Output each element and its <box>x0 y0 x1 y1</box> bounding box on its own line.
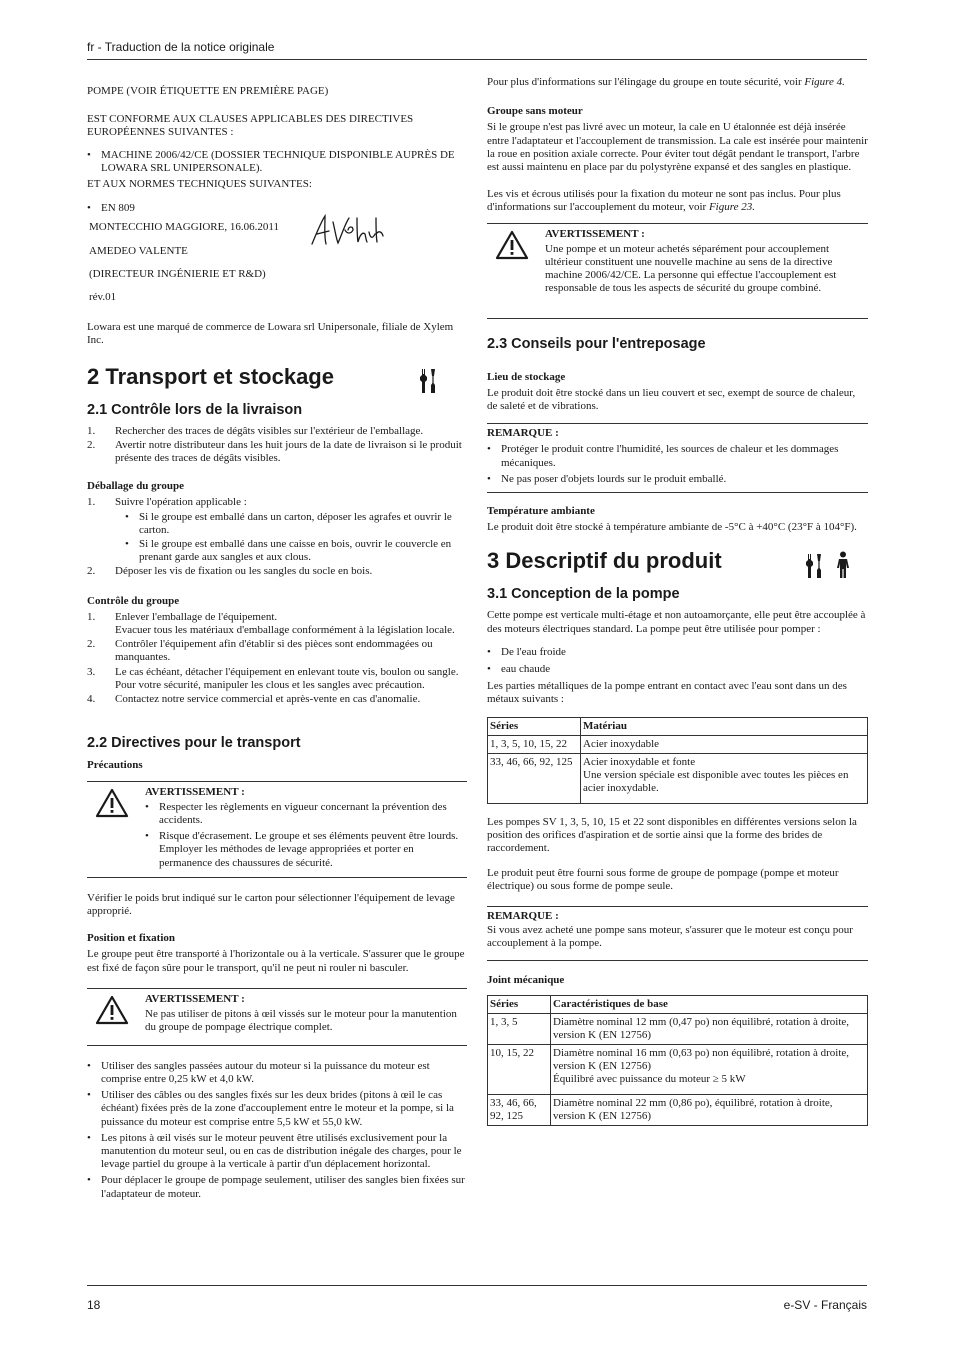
list-item <box>87 638 467 664</box>
seal-title: Joint mécanique <box>487 974 565 987</box>
table-header: Séries <box>488 717 581 735</box>
warning-triangle-icon <box>95 995 129 1025</box>
position-text: Le groupe peut être transporté à l'horizontale ou à la verticale. S'assurer que le groupe est fixé de façon sûre pour le transport, qu'il ne peut ni rouler ni basculer. <box>87 948 465 974</box>
table-cell: 33, 46, 66, 92, 125 <box>488 1094 551 1125</box>
warning-bullet: • Risque d'écrasement. Le groupe et ses éléments peuvent être lourds. Employer les méthodes de levage appropriées et porter en permanence des chaussures de sécurité. <box>145 830 467 870</box>
signature <box>309 214 385 246</box>
table-cell <box>581 753 868 803</box>
warning-bullet: • Respecter les règlements en vigueur concernant la prévention des accidents. <box>145 801 467 827</box>
table-row <box>488 1094 868 1125</box>
note-box <box>487 906 868 951</box>
sub-bullet: • Si le groupe est emballé dans une caisse en bois, ouvrir le couvercle en prenant garde aux sangles et aux clous. <box>87 538 467 564</box>
wrench-screwdriver-icon <box>805 553 823 579</box>
sling-text <box>487 76 868 89</box>
revision: rév.01 <box>89 291 117 304</box>
right-column <box>487 76 868 1126</box>
sling-text-body: Pour plus d'informations sur l'élingage du groupe en toute sécurité, voir <box>487 76 802 88</box>
list-number: 1. <box>87 610 96 623</box>
section-3-title <box>487 548 868 574</box>
note-box <box>487 423 868 486</box>
storage-location-title: Lieu de stockage <box>487 370 566 383</box>
bullet-item: • Utiliser des câbles ou des sangles fixés sur les deux brides (pitons à œil le cas échéant) fixées près de la zone d'accouplement entre le moteur et la pompe, si la puissance du moteur est comprise entre 5,5 kW et 55,0 kW. <box>87 1089 467 1129</box>
header-rule <box>87 59 867 60</box>
supply-text: Le produit peut être fourni sous forme de groupe de pompage (pompe et moteur électrique) ou sous forme de pompe seule. <box>487 867 839 893</box>
decl-bullet: • MACHINE 2006/42/CE (DOSSIER TECHNIQUE DISPONIBLE AUPRÈS DE LOWARA SRL UNIPERSONALE). <box>87 149 467 175</box>
list-item <box>87 666 467 692</box>
cell-line: Une version spéciale est disponible avec toutes les pièces en acier inoxydable. <box>583 768 849 794</box>
table-header: Matériau <box>581 717 868 735</box>
temperature-text: Le produit doit être stocké à température ambiante de -5°C à +40°C (23°F à 104°F). <box>487 521 857 534</box>
unpack-title: Déballage du groupe <box>87 480 184 493</box>
table-row <box>488 753 868 803</box>
table-header: Caractéristiques de base <box>551 995 868 1013</box>
check-title: Contrôle du groupe <box>87 594 180 607</box>
note-text: Si vous avez acheté une pompe sans moteur, s'assurer que le moteur est conçu pour accouplement à la pompe. <box>487 923 853 950</box>
screws-text-body: Les vis et écrous utilisés pour la fixation du moteur ne sont pas inclus. Pour plus d'informations sur l'accouplement du moteur, voir <box>487 188 841 214</box>
warning-title: AVERTISSEMENT : <box>145 785 245 798</box>
warning-triangle-icon <box>495 230 529 260</box>
storage-location-text: Le produit doit être stocké dans un lieu couvert et sec, exempt de source de chaleur, de saleté et de vibrations. <box>487 386 856 413</box>
bullet-item: • Pour déplacer le groupe de pompage seulement, utiliser des sangles bien fixées sur l'adaptateur de moteur. <box>87 1174 467 1200</box>
cell-line: Acier inoxydable et fonte <box>583 755 696 768</box>
list-text: Evacuer tous les matériaux d'emballage conformément à la législation locale. <box>115 624 455 637</box>
list-text: Rechercher des traces de dégâts visibles sur l'extérieur de l'emballage. <box>115 424 424 437</box>
decl-line: EST CONFORME AUX CLAUSES APPLICABLES DES DIRECTIVES EUROPÉENNES SUIVANTES : <box>87 113 414 139</box>
bullet-item: • De l'eau froide <box>487 646 868 659</box>
table-header-row <box>488 995 868 1013</box>
section-2-title-text: 2 Transport et stockage <box>87 363 334 389</box>
table-cell: Diamètre nominal 22 mm (0,86 po), équilibré, rotation à droite, version K (EN 12756) <box>551 1094 868 1125</box>
note-bullet: • Ne pas poser d'objets lourds sur le produit emballé. <box>487 473 868 486</box>
wrench-screwdriver-icon <box>419 368 437 394</box>
table-cell: 1, 3, 5, 10, 15, 22 <box>488 735 581 753</box>
warning-box <box>87 781 467 878</box>
signer-role: (DIRECTEUR INGÉNIERIE ET R&D) <box>89 267 266 280</box>
table-cell: Diamètre nominal 12 mm (0,47 po) non équilibré, rotation à droite, version K (EN 12756) <box>551 1013 868 1044</box>
document-name: e-SV - Français <box>783 1298 867 1312</box>
materials-table <box>487 717 868 804</box>
weight-text: Vérifier le poids brut indiqué sur le carton pour sélectionner l'équipement de levage approprié. <box>87 891 455 917</box>
no-motor-title: Groupe sans moteur <box>487 105 583 118</box>
place-date: MONTECCHIO MAGGIORE, 16.06.2011 <box>89 221 279 234</box>
table-row <box>488 1013 868 1044</box>
list-text: Contrôler l'équipement afin d'établir si des pièces sont endommagées ou manquantes. <box>115 638 433 664</box>
cell-line: Équilibré avec puissance du moteur ≥ 5 kW <box>553 1072 746 1085</box>
warning-box <box>87 988 467 1046</box>
trademark: Lowara est une marqué de commerce de Lowara srl Unipersonale, filiale de Xylem Inc. <box>87 321 454 347</box>
decl-line: ET AUX NORMES TECHNIQUES SUIVANTES: <box>87 178 312 191</box>
list-number: 4. <box>87 693 96 706</box>
temperature-title: Température ambiante <box>487 505 595 518</box>
section-2-1-title: 2.1 Contrôle lors de la livraison <box>87 401 303 418</box>
list-text: Le cas échéant, détacher l'équipement en enlevant toute vis, boulon ou sangle. <box>115 665 459 678</box>
table-cell <box>551 1044 868 1094</box>
signer-name: AMEDEO VALENTE <box>89 244 188 257</box>
warning-title: AVERTISSEMENT : <box>145 992 245 1005</box>
table-row <box>488 735 868 753</box>
warning-text: Ne pas utiliser de pitons à œil vissés sur le moteur pour la manutention du groupe de pompage électrique complet. <box>145 1007 457 1034</box>
no-motor-text: Si le groupe n'est pas livré avec un moteur, la cale en U étalonnée est déjà insérée entre l'adaptateur et l'accouplement de transmission. La cale est insérée pour maintenir la roue en position axiale correcte. Pour éviter tout dégât pendant le transport, l'arbre est aussi maintenu en place par du polystyrène expansé et des sangles en plastique. <box>487 121 868 174</box>
list-number: 1. <box>87 496 96 509</box>
list-item <box>87 693 467 706</box>
section-2-2-title: 2.2 Directives pour le transport <box>87 735 301 752</box>
table-cell: 1, 3, 5 <box>488 1013 551 1044</box>
bullet-item: • Utiliser des sangles passées autour du moteur si la puissance du moteur est comprise entre 0,25 kW et 4,0 kW. <box>87 1060 467 1086</box>
section-3-title-text: 3 Descriptif du produit <box>487 548 722 574</box>
table-row <box>488 1044 868 1094</box>
table-cell: Acier inoxydable <box>581 735 868 753</box>
list-item <box>87 425 467 438</box>
list-text: Déposer les vis de fixation ou les sangles du socle en bois. <box>115 565 373 578</box>
design-text: Cette pompe est verticale multi-étage et non autoamorçante, elle peut être accouplée à des moteurs électriques standard. La pompe peut être utilisée pour pomper : <box>487 609 866 635</box>
list-text: Contactez notre service commercial et après-vente en cas d'anomalie. <box>115 693 421 706</box>
note-title: REMARQUE : <box>487 427 559 440</box>
page-number: 18 <box>87 1298 101 1312</box>
screws-text <box>487 188 868 214</box>
list-item <box>87 439 467 465</box>
metal-text: Les parties métalliques de la pompe entrant en contact avec l'eau sont dans un des métaux suivants : <box>487 680 847 706</box>
section-2-3-title: 2.3 Conseils pour l'entreposage <box>487 335 706 352</box>
precautions-title: Précautions <box>87 759 143 772</box>
versions-text: Les pompes SV 1, 3, 5, 10, 15 et 22 sont disponibles en différentes versions selon la position des orifices d'aspiration et de sortie ainsi que la forme des brides de raccordement. <box>487 815 857 855</box>
list-text: Enlever l'emballage de l'équipement. <box>115 610 278 623</box>
decl-line: POMPE (VOIR ÉTIQUETTE EN PREMIÈRE PAGE) <box>87 85 329 97</box>
list-text: Suivre l'opération applicable : <box>115 496 247 509</box>
list-number: 1. <box>87 424 96 437</box>
table-header-row <box>488 717 868 735</box>
sub-bullet: • Si le groupe est emballé dans un carton, déposer les agrafes et ouvrir le carton. <box>87 511 467 537</box>
figure-ref: Figure 23. <box>708 201 755 214</box>
figure-ref: Figure 4. <box>804 76 845 88</box>
bullet-item: • eau chaude <box>487 663 868 676</box>
bullet-item: • Les pitons à œil visés sur le moteur peuvent être utilisés exclusivement pour la manutention du moteur seul, ou en cas de distribution inégale des charges, pour le levage partiel du groupe à la verticale à partir d'un déplacement horizontal. <box>87 1132 467 1172</box>
position-title: Position et fixation <box>87 932 175 945</box>
section-3-1-title: 3.1 Conception de la pompe <box>487 586 680 603</box>
warning-text: Une pompe et un moteur achetés séparément pour accouplement ultérieur constituent une nouvelle machine au sens de la directive machine 2006/42/CE. La personne qui effectue l'accouplement est responsable de tous les aspects de sécurité du groupe combiné. <box>545 242 837 295</box>
warning-triangle-icon <box>95 788 129 818</box>
section-2-title <box>87 364 467 390</box>
note-title: REMARQUE : <box>487 909 559 922</box>
list-text: Avertir notre distributeur dans les huit jours de la date de livraison si le produit présente des traces de dégâts visibles. <box>115 438 462 465</box>
warning-title: AVERTISSEMENT : <box>545 227 645 240</box>
decl-bullet: • EN 809 <box>87 202 467 215</box>
list-item <box>87 496 467 509</box>
list-number: 2. <box>87 438 96 451</box>
left-column <box>87 76 467 1204</box>
person-icon <box>835 551 851 579</box>
seal-table <box>487 995 868 1126</box>
note-bullet: • Protéger le produit contre l'humidité, les sources de chaleur et les dommages mécaniques. <box>487 443 868 469</box>
warning-box <box>487 223 868 319</box>
list-text: Pour votre sécurité, manipuler les clous et les sangles avec précaution. <box>115 678 425 691</box>
table-header: Séries <box>488 995 551 1013</box>
cell-line: Diamètre nominal 16 mm (0,63 po) non équilibré, rotation à droite, version K (EN 12756) <box>553 1046 850 1072</box>
footer-rule <box>87 1285 867 1286</box>
table-cell: 10, 15, 22 <box>488 1044 551 1094</box>
list-number: 2. <box>87 565 96 578</box>
page-header: fr - Traduction de la notice originale <box>87 40 275 54</box>
list-number: 2. <box>87 638 96 651</box>
list-item <box>87 565 467 578</box>
list-number: 3. <box>87 665 96 678</box>
table-cell: 33, 46, 66, 92, 125 <box>488 753 581 803</box>
list-item <box>87 611 467 637</box>
